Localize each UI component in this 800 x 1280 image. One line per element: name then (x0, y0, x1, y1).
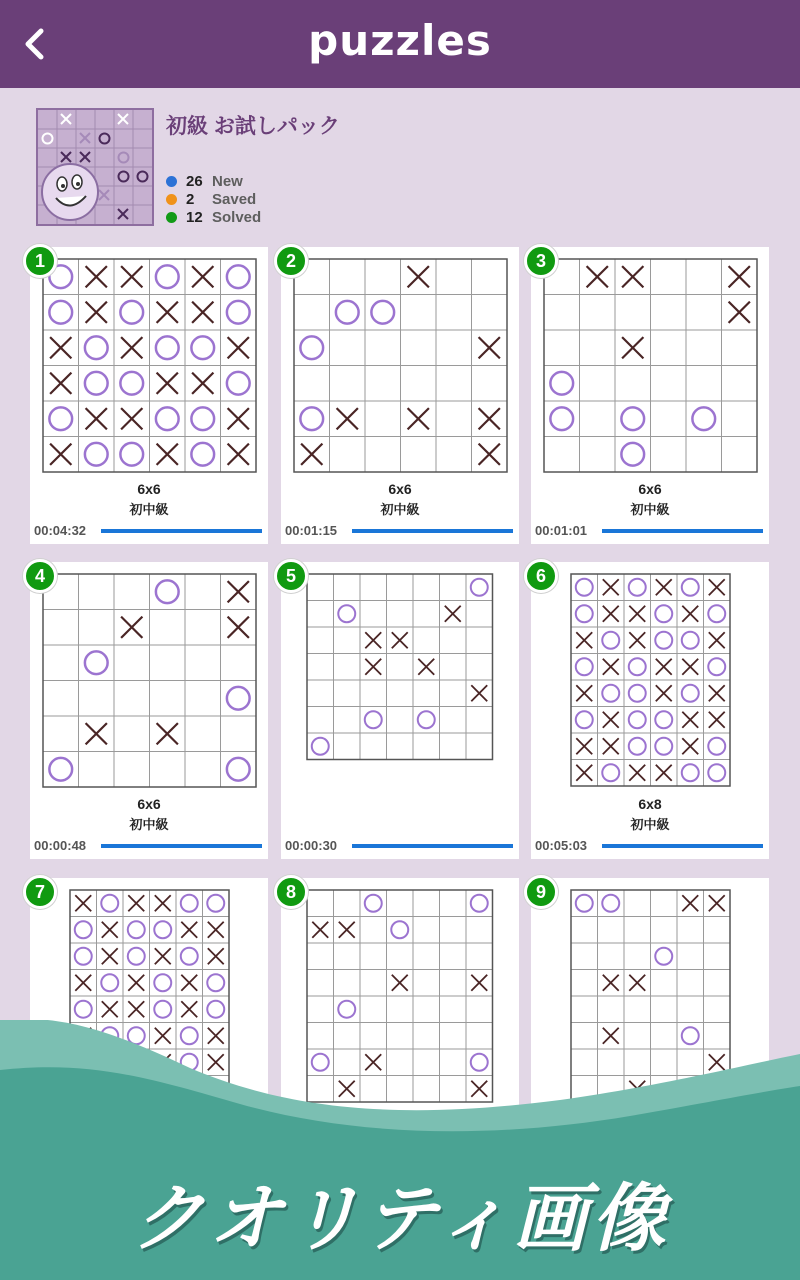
solved-dot-icon (166, 212, 177, 223)
puzzle-level: 初中級 (630, 817, 670, 832)
o-mark-icon (365, 711, 382, 728)
x-mark-icon (629, 975, 645, 991)
o-mark-icon (207, 895, 224, 912)
o-mark-icon (628, 658, 645, 675)
o-mark-icon (49, 407, 72, 430)
o-mark-icon (655, 948, 672, 965)
x-mark-icon (181, 975, 197, 991)
x-mark-icon (101, 922, 117, 938)
o-mark-icon (418, 711, 435, 728)
x-mark-icon (708, 632, 724, 648)
stat-solved (166, 208, 261, 226)
o-mark-icon (155, 265, 178, 288)
x-mark-icon (85, 302, 106, 323)
o-mark-icon (300, 336, 323, 359)
puzzle-card[interactable] (531, 247, 769, 544)
x-mark-icon (602, 606, 618, 622)
puzzle-board (543, 258, 758, 473)
o-mark-icon (74, 921, 91, 938)
x-mark-icon (181, 1001, 197, 1017)
o-mark-icon (226, 301, 249, 324)
o-mark-icon (708, 764, 725, 781)
o-mark-icon (602, 632, 619, 649)
x-mark-icon (121, 617, 142, 638)
x-mark-icon (50, 337, 71, 358)
o-mark-icon (575, 605, 592, 622)
x-mark-icon (227, 617, 248, 638)
o-mark-icon (628, 685, 645, 702)
x-mark-icon (478, 408, 499, 429)
puzzle-board (42, 258, 257, 473)
x-mark-icon (407, 266, 428, 287)
x-mark-icon (392, 632, 408, 648)
o-mark-icon (575, 658, 592, 675)
o-mark-icon (226, 265, 249, 288)
x-mark-icon (629, 606, 645, 622)
x-mark-icon (207, 922, 223, 938)
x-mark-icon (576, 685, 592, 701)
o-mark-icon (655, 605, 672, 622)
x-mark-icon (602, 712, 618, 728)
o-mark-icon (101, 974, 118, 991)
o-mark-icon (335, 301, 358, 324)
puzzle-level: 初中級 (129, 502, 169, 517)
x-mark-icon (586, 266, 607, 287)
x-mark-icon (366, 659, 382, 675)
x-mark-icon (128, 895, 144, 911)
progress-fill (352, 529, 513, 533)
o-mark-icon (191, 407, 214, 430)
x-mark-icon (392, 975, 408, 991)
x-mark-icon (708, 685, 724, 701)
x-mark-icon (336, 408, 357, 429)
x-mark-icon (128, 1001, 144, 1017)
progress-fill (602, 529, 763, 533)
x-mark-icon (682, 738, 698, 754)
x-mark-icon (192, 266, 213, 287)
x-mark-icon (227, 444, 248, 465)
o-mark-icon (120, 372, 143, 395)
x-mark-icon (50, 373, 71, 394)
puzzle-card[interactable] (30, 247, 268, 544)
x-mark-icon (602, 738, 618, 754)
puzzle-board (293, 258, 508, 473)
stat-new (166, 172, 261, 190)
x-mark-icon (121, 337, 142, 358)
progress-bar (101, 844, 262, 848)
top-bar (0, 0, 800, 88)
o-mark-icon (655, 738, 672, 755)
x-mark-icon (576, 765, 592, 781)
x-mark-icon (682, 895, 698, 911)
o-mark-icon (708, 605, 725, 622)
x-mark-icon (478, 444, 499, 465)
x-mark-icon (366, 632, 382, 648)
x-mark-icon (472, 975, 488, 991)
x-mark-icon (472, 685, 488, 701)
x-mark-icon (85, 408, 106, 429)
puzzle-level: 初中級 (630, 502, 670, 517)
puzzle-size: 6x8 (638, 796, 662, 812)
o-mark-icon (708, 738, 725, 755)
o-mark-icon (74, 1001, 91, 1018)
x-mark-icon (301, 444, 322, 465)
progress-bar (101, 529, 262, 533)
x-mark-icon (655, 579, 671, 595)
puzzle-level: 初中級 (129, 817, 169, 832)
stat-saved (166, 190, 261, 208)
stat-count: 12 (186, 208, 203, 226)
o-mark-icon (365, 895, 382, 912)
x-mark-icon (128, 975, 144, 991)
o-mark-icon (681, 685, 698, 702)
o-mark-icon (120, 443, 143, 466)
puzzle-card[interactable] (531, 562, 769, 859)
puzzle-time: 00:00:48 (34, 838, 87, 853)
x-mark-icon (101, 1001, 117, 1017)
x-mark-icon (313, 922, 329, 938)
progress-bar (352, 844, 513, 848)
o-mark-icon (602, 685, 619, 702)
x-mark-icon (655, 765, 671, 781)
x-mark-icon (602, 975, 618, 991)
progress-bar (602, 844, 763, 848)
o-mark-icon (371, 301, 394, 324)
o-mark-icon (692, 407, 715, 430)
o-mark-icon (681, 579, 698, 596)
o-mark-icon (101, 895, 118, 912)
x-mark-icon (227, 408, 248, 429)
o-mark-icon (602, 895, 619, 912)
o-mark-icon (191, 336, 214, 359)
o-mark-icon (471, 579, 488, 596)
o-mark-icon (49, 758, 72, 781)
puzzle-time: 00:01:15 (285, 523, 338, 538)
x-mark-icon (154, 948, 170, 964)
x-mark-icon (407, 408, 428, 429)
o-mark-icon (207, 974, 224, 991)
x-mark-icon (181, 922, 197, 938)
x-mark-icon (50, 444, 71, 465)
progress-bar (602, 529, 763, 533)
progress-fill (101, 844, 262, 848)
x-mark-icon (207, 948, 223, 964)
progress-fill (101, 529, 262, 533)
x-mark-icon (602, 659, 618, 675)
puzzle-time: 00:01:01 (535, 523, 588, 538)
x-mark-icon (154, 895, 170, 911)
o-mark-icon (300, 407, 323, 430)
o-mark-icon (681, 764, 698, 781)
x-mark-icon (419, 659, 435, 675)
puzzle-number-badge: 1 (23, 244, 57, 278)
o-mark-icon (602, 764, 619, 781)
x-mark-icon (121, 266, 142, 287)
x-mark-icon (156, 723, 177, 744)
x-mark-icon (156, 373, 177, 394)
puzzle-board (570, 573, 731, 787)
pack-stats (166, 172, 261, 226)
puzzle-time: 00:04:32 (34, 523, 87, 538)
o-mark-icon (621, 443, 644, 466)
o-mark-icon (708, 658, 725, 675)
o-mark-icon (155, 407, 178, 430)
o-mark-icon (207, 1001, 224, 1018)
o-mark-icon (550, 407, 573, 430)
progress-bar (352, 529, 513, 533)
o-mark-icon (154, 1001, 171, 1018)
o-mark-icon (154, 921, 171, 938)
stat-count: 26 (186, 172, 203, 190)
x-mark-icon (708, 579, 724, 595)
x-mark-icon (728, 266, 749, 287)
x-mark-icon (622, 266, 643, 287)
puzzle-number-badge: 6 (524, 559, 558, 593)
x-mark-icon (682, 606, 698, 622)
app-title: puzzles (308, 16, 492, 65)
x-mark-icon (227, 337, 248, 358)
puzzle-number-badge: 4 (23, 559, 57, 593)
x-mark-icon (682, 712, 698, 728)
x-mark-icon (339, 922, 355, 938)
puzzle-time: 00:05:03 (535, 838, 588, 853)
x-mark-icon (655, 659, 671, 675)
x-mark-icon (101, 948, 117, 964)
x-mark-icon (156, 444, 177, 465)
puzzle-board (306, 573, 494, 761)
o-mark-icon (339, 1001, 356, 1018)
puzzle-number-badge: 2 (274, 244, 308, 278)
x-mark-icon (708, 712, 724, 728)
x-mark-icon (576, 632, 592, 648)
o-mark-icon (226, 372, 249, 395)
x-mark-icon (629, 765, 645, 781)
o-mark-icon (180, 895, 197, 912)
o-mark-icon (120, 301, 143, 324)
x-mark-icon (576, 738, 592, 754)
o-mark-icon (339, 605, 356, 622)
x-mark-icon (85, 266, 106, 287)
o-mark-icon (392, 921, 409, 938)
o-mark-icon (655, 632, 672, 649)
o-mark-icon (84, 372, 107, 395)
puzzle-number-badge: 7 (23, 875, 57, 909)
o-mark-icon (575, 895, 592, 912)
puzzle-level: 初中級 (380, 502, 420, 517)
x-mark-icon (75, 895, 91, 911)
o-mark-icon (84, 651, 107, 674)
puzzle-time: 00:00:30 (285, 838, 338, 853)
o-mark-icon (471, 895, 488, 912)
o-mark-icon (575, 711, 592, 728)
x-mark-icon (192, 373, 213, 394)
o-mark-icon (84, 336, 107, 359)
o-mark-icon (155, 336, 178, 359)
stat-label: Saved (212, 190, 257, 208)
o-mark-icon (154, 974, 171, 991)
puzzle-number-badge: 3 (524, 244, 558, 278)
x-mark-icon (622, 337, 643, 358)
x-mark-icon (227, 581, 248, 602)
o-mark-icon (127, 948, 144, 965)
o-mark-icon (621, 407, 644, 430)
o-mark-icon (681, 632, 698, 649)
progress-fill (602, 844, 763, 848)
puzzle-board (42, 573, 257, 788)
x-mark-icon (121, 408, 142, 429)
puzzle-number-badge: 9 (524, 875, 558, 909)
x-mark-icon (478, 337, 499, 358)
x-mark-icon (85, 723, 106, 744)
new-dot-icon (166, 176, 177, 187)
puzzle-card[interactable] (30, 562, 268, 859)
o-mark-icon (127, 921, 144, 938)
puzzle-size: 6x6 (137, 481, 161, 497)
puzzle-card[interactable] (281, 562, 519, 859)
puzzle-size: 6x6 (137, 796, 161, 812)
o-mark-icon (226, 758, 249, 781)
o-mark-icon (155, 580, 178, 603)
pack-thumbnail (36, 108, 154, 226)
puzzle-card[interactable] (281, 247, 519, 544)
o-mark-icon (180, 948, 197, 965)
o-mark-icon (191, 443, 214, 466)
x-mark-icon (445, 606, 461, 622)
pack-title: 初級 お試しパック (166, 115, 340, 138)
o-mark-icon (84, 443, 107, 466)
saved-dot-icon (166, 194, 177, 205)
stat-count: 2 (186, 190, 195, 208)
x-mark-icon (192, 302, 213, 323)
x-mark-icon (75, 975, 91, 991)
stat-label: New (212, 172, 243, 190)
o-mark-icon (628, 738, 645, 755)
x-mark-icon (602, 579, 618, 595)
o-mark-icon (628, 711, 645, 728)
o-mark-icon (628, 579, 645, 596)
o-mark-icon (550, 372, 573, 395)
o-mark-icon (655, 711, 672, 728)
promo-caption: クオリティ画像 (130, 1177, 670, 1260)
o-mark-icon (49, 301, 72, 324)
x-mark-icon (156, 302, 177, 323)
o-mark-icon (312, 738, 329, 755)
x-mark-icon (655, 685, 671, 701)
stat-label: Solved (212, 208, 262, 226)
x-mark-icon (629, 632, 645, 648)
x-mark-icon (728, 302, 749, 323)
pack-header (36, 108, 636, 228)
puzzle-size: 6x6 (638, 481, 662, 497)
puzzle-number-badge: 5 (274, 559, 308, 593)
o-mark-icon (575, 579, 592, 596)
progress-fill (352, 844, 513, 848)
puzzle-number-badge: 8 (274, 875, 308, 909)
puzzle-size: 6x6 (388, 481, 412, 497)
x-mark-icon (708, 895, 724, 911)
o-mark-icon (74, 948, 91, 965)
o-mark-icon (226, 687, 249, 710)
x-mark-icon (682, 659, 698, 675)
